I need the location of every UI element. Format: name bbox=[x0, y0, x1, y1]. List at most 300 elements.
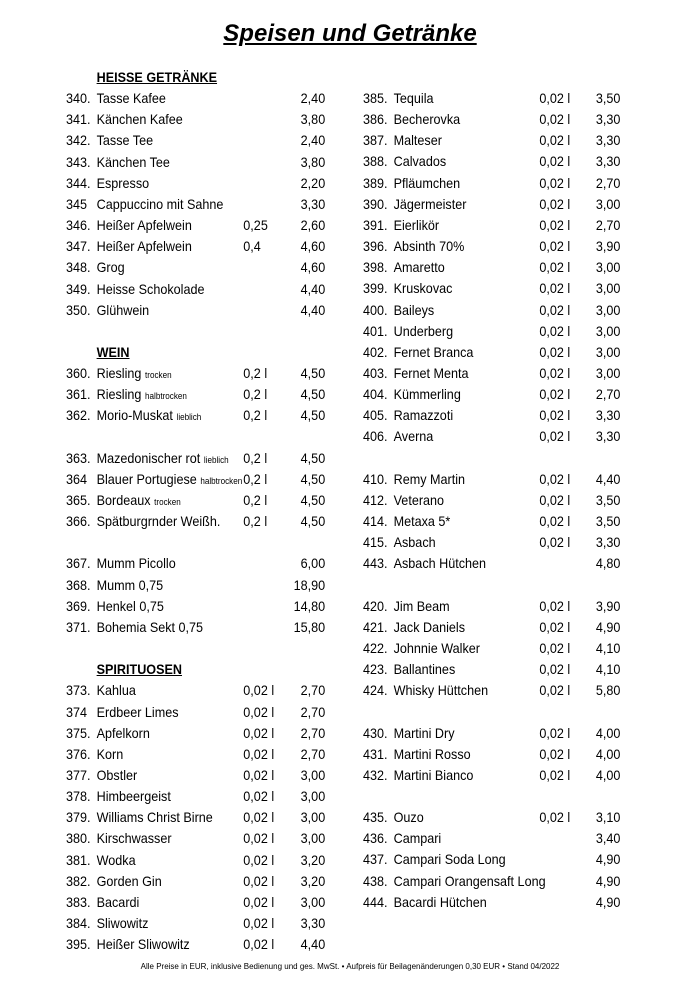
item-volume: 0,02 l bbox=[539, 238, 571, 255]
item-price: 4,90 bbox=[595, 618, 621, 635]
item-name-text: Jägermeister bbox=[393, 195, 467, 212]
item-number: 391. bbox=[363, 216, 388, 233]
item-name bbox=[97, 680, 136, 700]
item-volume: 0,02 l bbox=[539, 259, 571, 276]
item-name-text: Campari Orangensaft Long bbox=[393, 872, 546, 889]
item-name bbox=[97, 892, 140, 912]
item-volume: 0,02 l bbox=[243, 788, 275, 805]
item-name bbox=[394, 617, 465, 637]
item-name bbox=[97, 152, 170, 172]
item-volume: 0,02 l bbox=[539, 491, 571, 508]
item-name bbox=[394, 807, 424, 827]
item-volume: 0,02 l bbox=[539, 322, 571, 339]
item-number: 421. bbox=[363, 618, 388, 635]
item-number: 437. bbox=[363, 851, 388, 868]
item-name-text: Jim Beam bbox=[393, 597, 450, 614]
item-name bbox=[394, 553, 486, 573]
item-price: 4,50 bbox=[300, 470, 326, 487]
item-price: 3,00 bbox=[595, 195, 621, 212]
item-name-text: Tequila bbox=[393, 90, 434, 106]
item-price: 18,90 bbox=[293, 576, 326, 593]
item-price: 2,70 bbox=[300, 682, 326, 699]
item-name-text: Amaretto bbox=[393, 259, 445, 276]
item-name bbox=[394, 871, 546, 891]
item-volume: 0,02 l bbox=[243, 809, 275, 826]
item-number: 443. bbox=[363, 555, 388, 572]
item-price: 3,00 bbox=[595, 280, 621, 297]
item-price: 4,10 bbox=[595, 639, 621, 656]
item-name-text: Becherovka bbox=[393, 111, 461, 128]
item-name-text: Riesling bbox=[96, 365, 142, 382]
item-name-text: Bordeaux bbox=[96, 492, 151, 508]
item-name-text: Pfläumchen bbox=[393, 174, 461, 191]
item-name bbox=[394, 278, 453, 298]
item-volume: 0,2 l bbox=[243, 407, 268, 424]
item-name bbox=[394, 490, 444, 510]
item-volume: 0,02 l bbox=[539, 386, 571, 403]
item-name-text: Jack Daniels bbox=[393, 618, 466, 635]
item-price: 4,50 bbox=[300, 386, 326, 403]
item-name bbox=[97, 786, 171, 806]
item-price: 4,90 bbox=[595, 893, 621, 910]
item-price: 3,20 bbox=[300, 872, 326, 889]
item-volume: 0,02 l bbox=[539, 513, 571, 529]
item-number: 383. bbox=[66, 893, 91, 910]
item-volume: 0,02 l bbox=[539, 724, 571, 741]
item-style-note: trocken bbox=[154, 497, 181, 507]
item-name bbox=[394, 321, 454, 341]
item-number: 361. bbox=[66, 386, 91, 403]
item-number: 344. bbox=[66, 174, 91, 191]
item-price: 3,20 bbox=[300, 851, 326, 868]
item-price: 15,80 bbox=[293, 618, 326, 635]
item-name-text: Asbach bbox=[393, 534, 436, 551]
item-number: 349. bbox=[66, 280, 91, 297]
item-name-text: Känchen Tee bbox=[96, 153, 170, 170]
item-price: 3,30 bbox=[595, 111, 621, 128]
item-name bbox=[394, 363, 469, 383]
item-name-text: Mumm Picollo bbox=[96, 555, 176, 572]
item-price: 2,20 bbox=[300, 174, 326, 191]
item-volume: 0,02 l bbox=[539, 111, 571, 128]
item-volume: 0,02 l bbox=[539, 153, 571, 170]
item-price: 3,00 bbox=[300, 809, 326, 826]
item-price: 4,50 bbox=[300, 449, 326, 466]
item-price: 3,00 bbox=[300, 766, 326, 783]
item-name bbox=[394, 744, 471, 764]
item-number: 423. bbox=[363, 661, 388, 678]
item-name-text: Fernet Menta bbox=[393, 364, 469, 381]
item-name-text: Bacardi bbox=[96, 893, 140, 910]
item-volume: 0,2 l bbox=[243, 449, 268, 466]
item-number: 389. bbox=[363, 174, 388, 191]
item-name bbox=[394, 680, 489, 700]
item-price: 2,70 bbox=[300, 724, 326, 741]
item-number: 399. bbox=[363, 280, 388, 297]
item-name-text: Cappuccino mit Sahne bbox=[96, 195, 224, 212]
item-number: 363. bbox=[66, 449, 91, 466]
item-name-text: Heißer Sliwowitz bbox=[96, 936, 190, 953]
item-name-text: Riesling bbox=[96, 386, 142, 403]
item-name-text: Campari Soda Long bbox=[393, 851, 506, 868]
item-name-text: Mumm 0,75 bbox=[96, 576, 164, 593]
item-name bbox=[97, 807, 213, 827]
item-number: 374 bbox=[66, 703, 88, 720]
item-name-text: Kruskovac bbox=[393, 280, 453, 297]
item-volume: 0,02 l bbox=[539, 470, 571, 487]
item-number: 373. bbox=[66, 682, 91, 699]
item-name bbox=[97, 469, 243, 491]
item-name-text: Blauer Portugiese bbox=[96, 470, 197, 487]
item-number: 401. bbox=[363, 322, 388, 339]
item-price: 2,60 bbox=[300, 217, 326, 234]
item-name-text: Baileys bbox=[393, 301, 435, 318]
item-price: 4,60 bbox=[300, 238, 326, 255]
item-name-text: Morio-Muskat bbox=[96, 407, 173, 424]
item-name bbox=[97, 215, 192, 235]
item-name-text: Averna bbox=[393, 428, 434, 445]
item-name bbox=[97, 553, 176, 573]
item-name-text: Campari bbox=[393, 830, 442, 847]
item-number: 432. bbox=[363, 766, 388, 783]
item-volume: 0,02 l bbox=[539, 766, 571, 783]
item-name-text: Gorden Gin bbox=[96, 872, 162, 889]
item-name bbox=[394, 194, 467, 214]
section-heading-label: HEISSE GETRÄNKE bbox=[96, 69, 218, 85]
item-number: 404. bbox=[363, 386, 388, 403]
item-number: 369. bbox=[66, 597, 91, 614]
item-name bbox=[394, 849, 506, 869]
item-number: 378. bbox=[66, 788, 91, 805]
item-volume: 0,02 l bbox=[539, 132, 571, 149]
item-name-text: Obstler bbox=[96, 766, 138, 783]
item-name-text: Bohemia Sekt 0,75 bbox=[96, 618, 204, 635]
item-price: 2,40 bbox=[300, 90, 326, 107]
item-name-text: Ramazzoti bbox=[393, 407, 454, 424]
item-price: 4,40 bbox=[300, 280, 326, 297]
item-name-text: Tasse Tee bbox=[96, 132, 154, 149]
item-name bbox=[394, 342, 474, 362]
item-volume: 0,02 l bbox=[243, 893, 275, 910]
item-name bbox=[97, 405, 202, 427]
item-name bbox=[97, 744, 124, 764]
item-name bbox=[394, 109, 461, 129]
item-number: 347. bbox=[66, 238, 91, 255]
item-name-text: Calvados bbox=[393, 153, 447, 170]
item-number: 382. bbox=[66, 872, 91, 889]
item-number: 368. bbox=[66, 576, 91, 593]
section-heading-label: SPIRITUOSEN bbox=[96, 661, 183, 678]
item-name bbox=[394, 511, 451, 531]
item-number: 377. bbox=[66, 766, 91, 783]
item-price: 4,00 bbox=[595, 724, 621, 741]
item-number: 360. bbox=[66, 365, 91, 382]
item-number: 340. bbox=[66, 90, 91, 107]
item-volume: 0,4 bbox=[243, 238, 261, 255]
item-price: 4,80 bbox=[595, 555, 621, 572]
item-volume: 0,02 l bbox=[243, 682, 275, 699]
item-name bbox=[97, 702, 179, 722]
item-price: 2,70 bbox=[300, 745, 326, 762]
item-name bbox=[394, 257, 445, 277]
item-number: 387. bbox=[363, 132, 388, 149]
item-number: 424. bbox=[363, 682, 388, 699]
item-price: 3,90 bbox=[595, 238, 621, 255]
item-price: 3,10 bbox=[595, 809, 621, 826]
item-style-note: halbtrocken bbox=[145, 391, 187, 402]
item-volume: 0,02 l bbox=[243, 724, 275, 741]
item-name-text: Ballantines bbox=[393, 661, 456, 678]
item-number: 364 bbox=[66, 470, 88, 487]
item-number: 345 bbox=[66, 195, 88, 212]
item-name bbox=[97, 109, 183, 129]
item-number: 371. bbox=[66, 618, 91, 635]
item-number: 381. bbox=[66, 851, 91, 868]
item-volume: 0,02 l bbox=[243, 830, 275, 847]
item-price: 3,40 bbox=[595, 830, 621, 847]
item-name bbox=[394, 659, 456, 679]
item-price: 2,70 bbox=[300, 703, 326, 720]
item-name bbox=[97, 130, 154, 150]
item-price: 3,30 bbox=[595, 153, 621, 170]
item-volume: 0,02 l bbox=[539, 280, 571, 297]
item-name-text: Asbach Hütchen bbox=[393, 555, 487, 572]
item-name-text: Erdbeer Limes bbox=[96, 703, 179, 720]
item-name-text: Tasse Kafee bbox=[96, 90, 166, 107]
item-volume: 0,02 l bbox=[243, 936, 275, 953]
item-volume: 0,02 l bbox=[539, 534, 571, 551]
item-style-note: trocken bbox=[145, 370, 172, 381]
item-name-text: Känchen Kafee bbox=[96, 111, 183, 128]
item-name bbox=[97, 363, 172, 385]
item-price: 4,60 bbox=[300, 259, 326, 276]
item-volume: 0,02 l bbox=[539, 661, 571, 678]
item-price: 3,00 bbox=[595, 301, 621, 318]
item-number: 402. bbox=[363, 343, 388, 360]
item-number: 380. bbox=[66, 830, 91, 847]
item-name bbox=[394, 384, 461, 404]
item-price: 3,80 bbox=[300, 111, 326, 128]
item-name bbox=[394, 532, 436, 552]
item-name-text: Apfelkorn bbox=[96, 724, 150, 741]
footer-note: Alle Preise in EUR, inklusive Bedienung und ges. MwSt. • Aufpreis für Beilagenänderungen 0,30 EUR • Stand 04/2022 bbox=[140, 962, 560, 971]
item-name bbox=[394, 596, 450, 616]
item-volume: 0,02 l bbox=[539, 364, 571, 381]
item-name bbox=[97, 88, 166, 108]
item-name-text: Espresso bbox=[96, 174, 150, 191]
item-volume: 0,02 l bbox=[539, 809, 571, 826]
item-name-text: Heisse Schokolade bbox=[96, 280, 205, 297]
item-name-text: Remy Martin bbox=[393, 470, 466, 487]
item-number: 410. bbox=[363, 470, 388, 487]
item-name bbox=[97, 384, 187, 406]
item-number: 343. bbox=[66, 153, 91, 170]
item-name bbox=[97, 828, 172, 848]
item-price: 4,50 bbox=[300, 365, 326, 382]
item-name bbox=[394, 892, 487, 912]
item-number: 406. bbox=[363, 428, 388, 445]
item-number: 341. bbox=[66, 111, 91, 128]
item-name-text: Mazedonischer rot bbox=[96, 449, 201, 466]
item-number: 385. bbox=[363, 90, 388, 106]
item-name bbox=[394, 130, 442, 150]
item-name bbox=[394, 173, 461, 193]
item-price: 4,50 bbox=[300, 492, 326, 508]
item-price: 3,50 bbox=[595, 491, 621, 508]
item-name-text: Kirschwasser bbox=[96, 830, 172, 847]
item-name-text: Williams Christ Birne bbox=[96, 809, 213, 826]
item-number: 386. bbox=[363, 111, 388, 128]
item-price: 2,40 bbox=[300, 132, 326, 149]
item-number: 365. bbox=[66, 492, 91, 508]
item-volume: 0,02 l bbox=[243, 766, 275, 783]
item-name bbox=[394, 88, 434, 108]
item-name bbox=[97, 448, 229, 470]
item-name bbox=[97, 236, 192, 256]
item-volume: 0,2 l bbox=[243, 492, 268, 508]
item-name-text: Wodka bbox=[96, 851, 136, 868]
item-number: 431. bbox=[363, 745, 388, 762]
item-number: 376. bbox=[66, 745, 91, 762]
item-price: 4,50 bbox=[300, 407, 326, 424]
item-volume: 0,02 l bbox=[539, 174, 571, 191]
item-price: 6,00 bbox=[300, 555, 326, 572]
item-name bbox=[97, 723, 150, 743]
item-volume: 0,02 l bbox=[243, 915, 275, 931]
item-number: 422. bbox=[363, 639, 388, 656]
item-name bbox=[394, 426, 434, 446]
item-price: 3,30 bbox=[595, 132, 621, 149]
item-price: 4,40 bbox=[595, 470, 621, 487]
item-volume: 0,02 l bbox=[243, 745, 275, 762]
item-volume: 0,25 bbox=[243, 217, 268, 234]
item-name-text: Veterano bbox=[393, 491, 445, 508]
item-price: 3,00 bbox=[300, 830, 326, 847]
item-name bbox=[394, 638, 480, 658]
item-name-text: Kümmerling bbox=[393, 386, 461, 403]
item-price: 3,50 bbox=[595, 90, 621, 106]
item-price: 3,00 bbox=[595, 364, 621, 381]
item-name bbox=[97, 257, 125, 277]
item-name bbox=[394, 723, 455, 743]
item-number: 396. bbox=[363, 238, 388, 255]
item-name-text: Whisky Hüttchen bbox=[393, 682, 489, 699]
item-volume: 0,02 l bbox=[539, 195, 571, 212]
item-name bbox=[394, 469, 465, 489]
item-number: 420. bbox=[363, 597, 388, 614]
item-price: 3,50 bbox=[595, 513, 621, 529]
item-name-text: Metaxa 5* bbox=[393, 513, 451, 529]
item-price: 2,70 bbox=[595, 216, 621, 233]
item-volume: 0,02 l bbox=[243, 872, 275, 889]
item-volume: 0,2 l bbox=[243, 513, 268, 530]
item-price: 3,30 bbox=[595, 534, 621, 551]
item-price: 4,00 bbox=[595, 766, 621, 783]
item-name bbox=[97, 871, 162, 891]
item-name bbox=[394, 300, 435, 320]
item-number: 350. bbox=[66, 301, 91, 318]
item-name-text: Himbeergeist bbox=[96, 788, 171, 805]
item-name-text: Martini Bianco bbox=[393, 766, 474, 783]
item-name-text: Grog bbox=[96, 259, 125, 276]
item-name bbox=[97, 511, 221, 531]
item-name-text: Ouzo bbox=[393, 809, 424, 826]
item-style-note: halbtrocken bbox=[200, 475, 243, 486]
item-name bbox=[394, 405, 454, 425]
item-price: 5,80 bbox=[595, 682, 621, 699]
item-name-text: Sliwowitz bbox=[96, 915, 149, 931]
item-number: 403. bbox=[363, 364, 388, 381]
item-price: 3,30 bbox=[595, 428, 621, 445]
item-price: 3,30 bbox=[300, 195, 326, 212]
item-name bbox=[97, 850, 136, 870]
item-volume: 0,02 l bbox=[243, 851, 275, 868]
item-price: 3,30 bbox=[595, 407, 621, 424]
item-name bbox=[97, 279, 205, 299]
item-name bbox=[97, 934, 190, 954]
item-number: 400. bbox=[363, 301, 388, 318]
item-name bbox=[394, 151, 447, 171]
item-name bbox=[394, 828, 442, 848]
item-name-text: Martini Dry bbox=[393, 724, 455, 741]
item-name bbox=[394, 765, 474, 785]
item-name bbox=[97, 765, 138, 785]
item-name-text: Bacardi Hütchen bbox=[393, 893, 487, 910]
item-number: 405. bbox=[363, 407, 388, 424]
item-number: 362. bbox=[66, 407, 91, 424]
item-name bbox=[394, 236, 465, 256]
item-price: 3,00 bbox=[300, 893, 326, 910]
item-number: 342. bbox=[66, 132, 91, 149]
item-price: 4,10 bbox=[595, 661, 621, 678]
item-number: 436. bbox=[363, 830, 388, 847]
item-number: 414. bbox=[363, 513, 388, 529]
item-price: 2,70 bbox=[595, 174, 621, 191]
item-price: 4,90 bbox=[595, 851, 621, 868]
item-name-text: Kahlua bbox=[96, 682, 136, 699]
item-price: 4,40 bbox=[300, 936, 326, 953]
item-name-text: Heißer Apfelwein bbox=[96, 217, 192, 234]
item-name bbox=[97, 300, 150, 320]
item-volume: 0,02 l bbox=[539, 216, 571, 233]
item-name-text: Underberg bbox=[393, 322, 454, 339]
item-name bbox=[394, 215, 440, 235]
item-name-text: Henkel 0,75 bbox=[96, 597, 164, 614]
menu-title: Speisen und Getränke bbox=[223, 20, 477, 47]
item-price: 3,00 bbox=[595, 259, 621, 276]
item-price: 3,00 bbox=[300, 788, 326, 805]
section-heading-label: WEIN bbox=[96, 343, 130, 360]
item-price: 3,90 bbox=[595, 597, 621, 614]
item-style-note: lieblich bbox=[203, 454, 229, 465]
item-name-text: Spätburgrnder Weißh. bbox=[96, 513, 221, 530]
item-number: 346. bbox=[66, 217, 91, 234]
item-volume: 0,02 l bbox=[539, 407, 571, 424]
item-number: 395. bbox=[66, 936, 91, 953]
item-price: 3,80 bbox=[300, 153, 326, 170]
item-volume: 0,02 l bbox=[539, 682, 571, 699]
item-name-text: Fernet Branca bbox=[393, 343, 474, 360]
item-number: 384. bbox=[66, 915, 91, 931]
item-number: 379. bbox=[66, 809, 91, 826]
item-name bbox=[97, 575, 164, 595]
item-number: 435. bbox=[363, 809, 388, 826]
item-price: 4,40 bbox=[300, 301, 326, 318]
item-volume: 0,02 l bbox=[539, 428, 571, 445]
item-name-text: Martini Rosso bbox=[393, 745, 471, 762]
item-name bbox=[97, 617, 203, 637]
item-volume: 0,02 l bbox=[539, 618, 571, 635]
